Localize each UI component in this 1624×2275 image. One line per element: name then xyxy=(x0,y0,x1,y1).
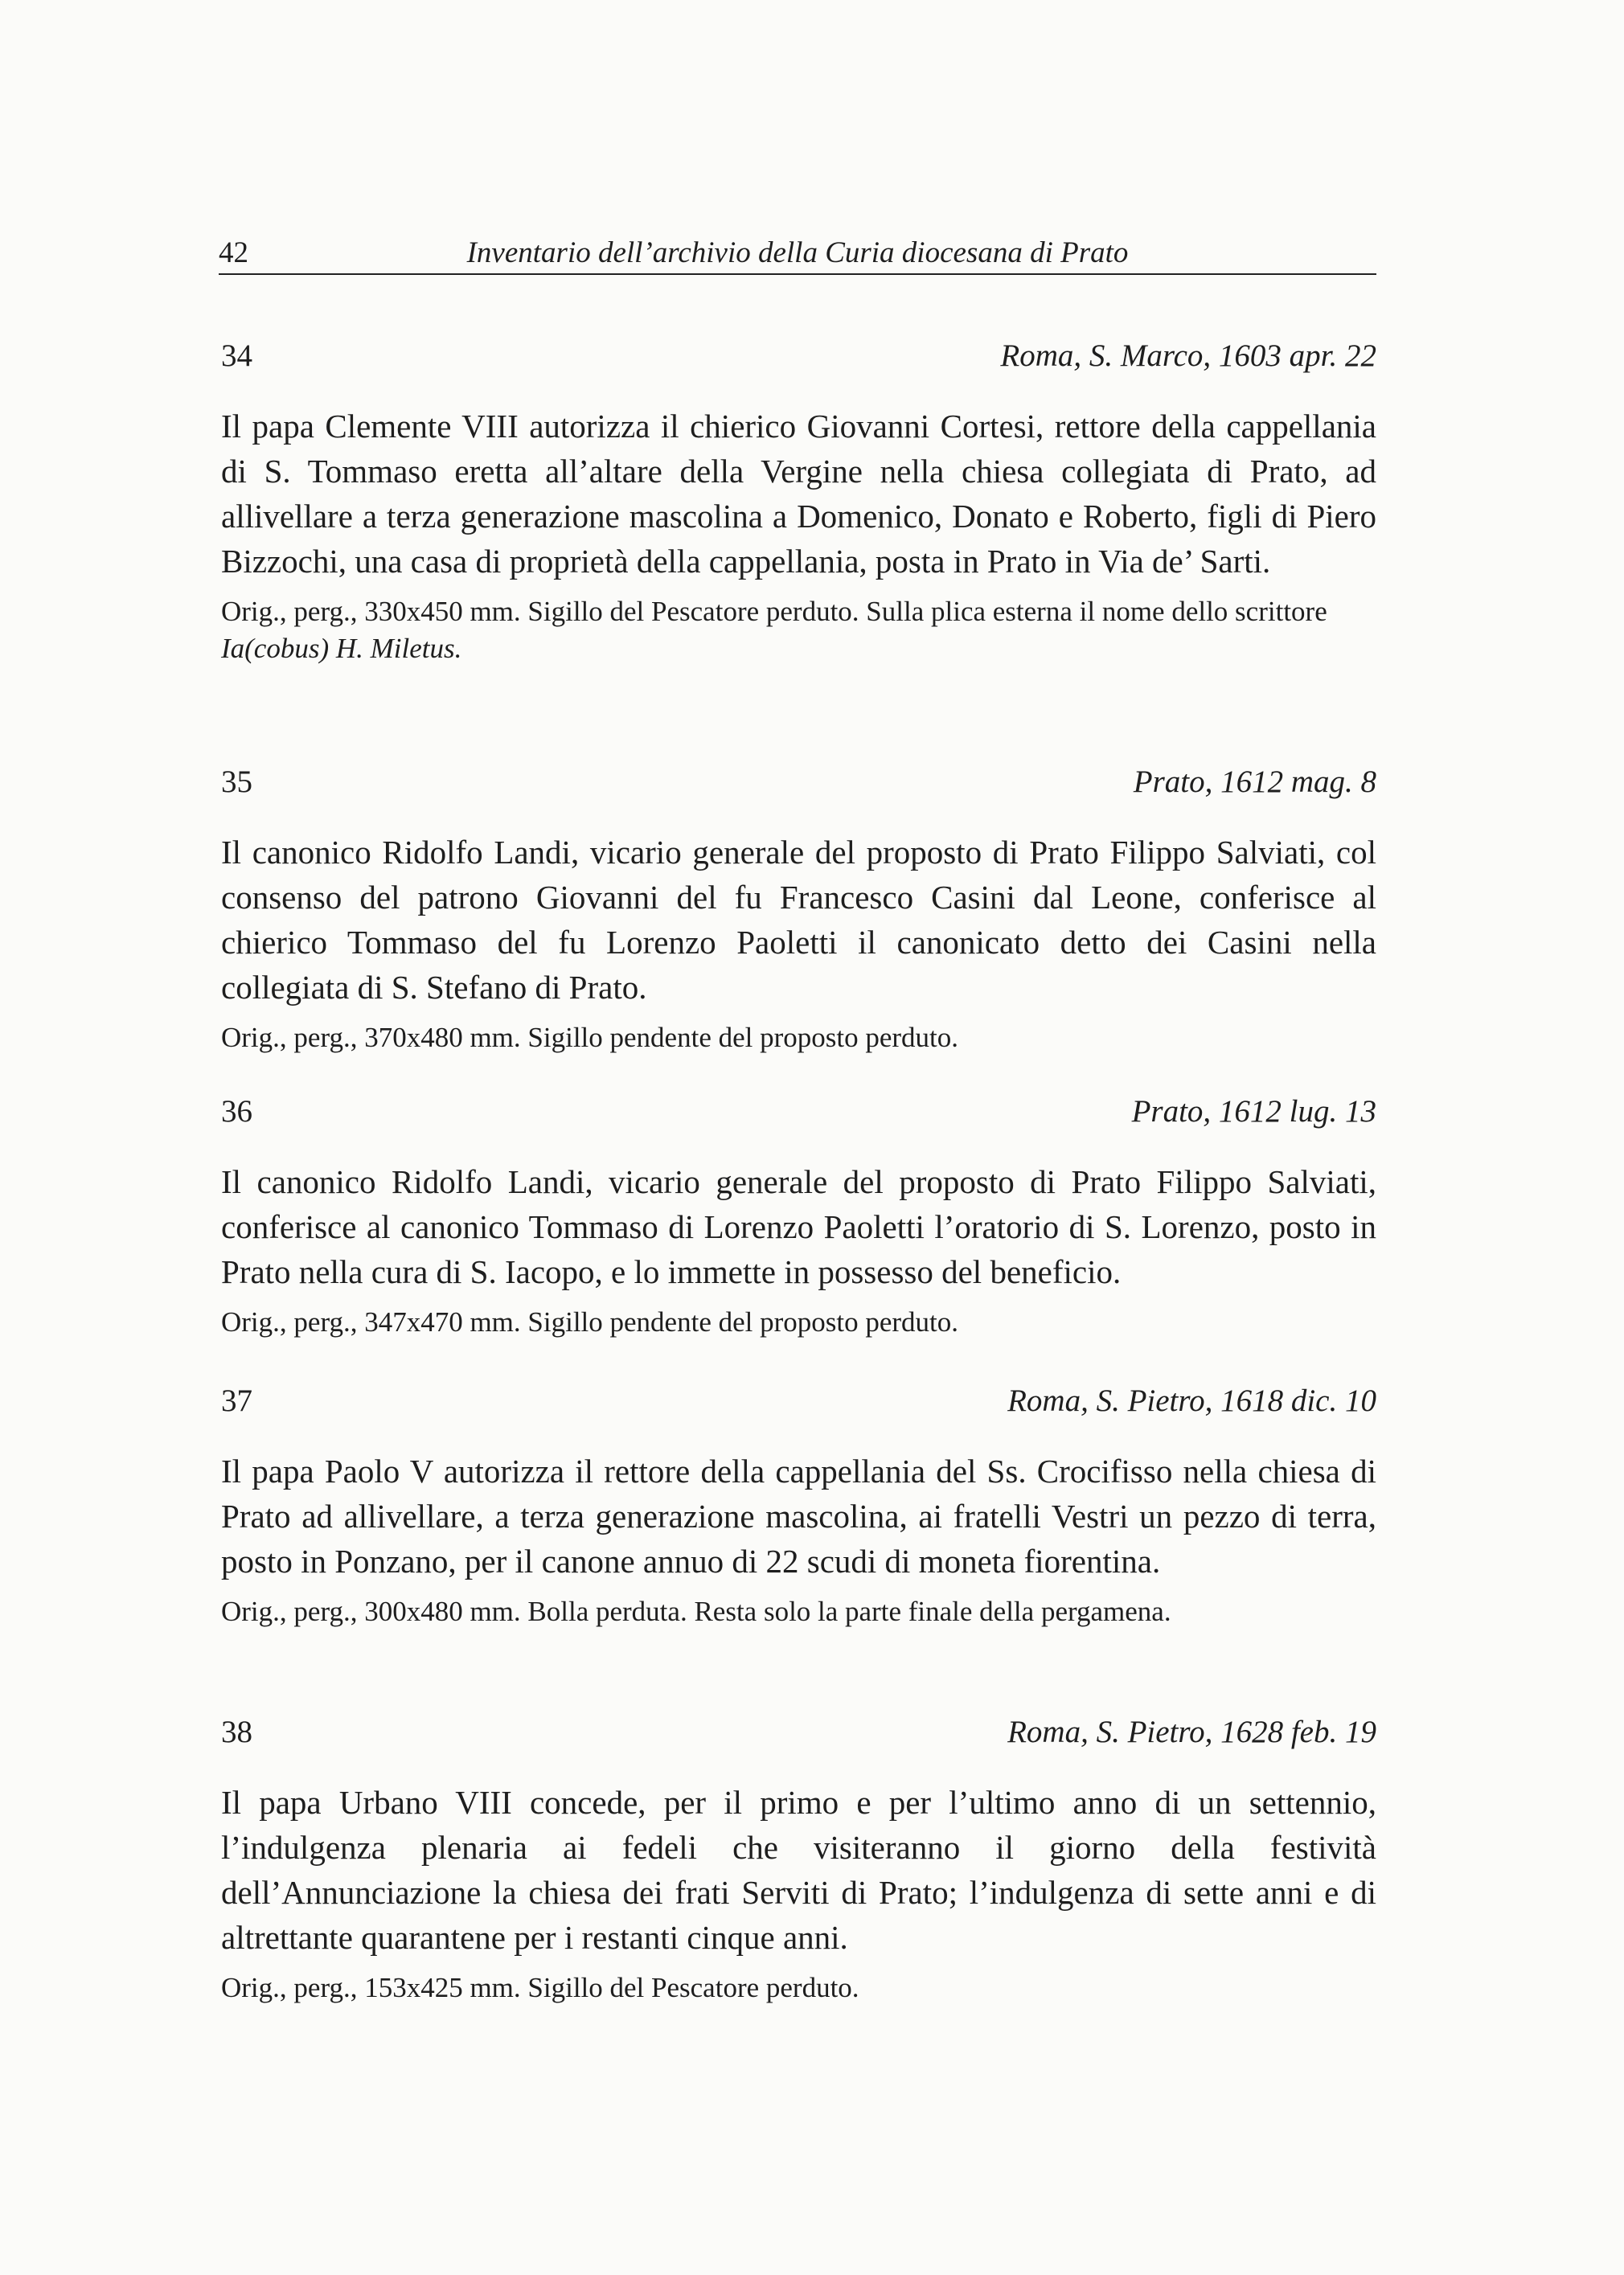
running-title: Inventario dell’archivio della Curia diocesana di Prato xyxy=(466,236,1129,269)
entry-note: Orig., perg., 300x480 mm. Bolla perduta. Resta solo la parte finale della pergamena. xyxy=(221,1596,1171,1627)
entry-number: 34 xyxy=(221,338,252,373)
entry-heading xyxy=(221,1093,1376,1133)
entry-place-date: Roma, S. Pietro, 1618 dic. 10 xyxy=(1007,1383,1376,1418)
entry-note: Orig., perg., 370x480 mm. Sigillo pendente del proposto perduto. xyxy=(221,1022,959,1053)
entry-regesto: Il canonico Ridolfo Landi, vicario generale del proposto di Prato Filippo Salviati, col consenso del patrono Giovanni del fu Francesco Casini dal Leone, conferisce al chierico Tommaso del fu Lorenzo Paoletti il canonicato detto dei Casini nella collegiata di S. Stefano di Prato. xyxy=(221,834,1376,1006)
entry-note: Orig., perg., 347x470 mm. Sigillo pendente del proposto perduto. xyxy=(221,1306,959,1338)
entry-37 xyxy=(221,1383,1376,1630)
entry-note: Orig., perg., 153x425 mm. Sigillo del Pescatore perduto. xyxy=(221,1972,859,2003)
entry-35 xyxy=(221,764,1376,1056)
entry-heading xyxy=(221,1714,1376,1754)
entry-note xyxy=(221,593,1376,667)
entry-place-date: Prato, 1612 mag. 8 xyxy=(1133,764,1376,799)
entry-note-text: Orig., perg., 330x450 mm. Sigillo del Pescatore perduto. Sulla plica esterna il nome dello scrittore xyxy=(221,596,1327,627)
entry-place-date: Prato, 1612 lug. 13 xyxy=(1131,1094,1376,1129)
entry-number: 35 xyxy=(221,764,252,799)
entry-number: 37 xyxy=(221,1383,252,1418)
entry-regesto: Il papa Paolo V autorizza il rettore della cappellania del Ss. Crocifisso nella chiesa di Prato ad allivellare, a terza generazione mascolina, ai fratelli Vestri un pezzo di terra, posto in Ponzano, per il canone annuo di 22 scudi di moneta fiorentina. xyxy=(221,1453,1376,1580)
entry-36 xyxy=(221,1093,1376,1341)
entry-place-date: Roma, S. Marco, 1603 apr. 22 xyxy=(1000,338,1376,373)
entry-38 xyxy=(221,1714,1376,2007)
page-number: 42 xyxy=(219,236,248,269)
entry-heading xyxy=(221,338,1376,378)
entry-regesto: Il papa Urbano VIII concede, per il primo e per l’ultimo anno di un settennio, l’indulgenza plenaria ai fedeli che visiteranno il giorno della festività dell’Annunciazione la chiesa dei frati Serviti di Prato; l’indulgenza di sette anni e di altrettante quarantene per i restanti cinque anni. xyxy=(221,1784,1376,1956)
entry-regesto: Il papa Clemente VIII autorizza il chierico Giovanni Cortesi, rettore della cappellania di S. Tommaso eretta all’altare della Vergine nella chiesa collegiata di Prato, ad allivellare a terza generazione mascolina a Domenico, Donato e Roberto, figli di Piero Bizzochi, una casa di proprietà della cappellania, posta in Prato in Via de’ Sarti. xyxy=(221,408,1376,580)
entry-place-date: Roma, S. Pietro, 1628 feb. 19 xyxy=(1007,1715,1376,1749)
page-header xyxy=(219,233,1376,275)
entry-34 xyxy=(221,338,1376,667)
entry-heading xyxy=(221,764,1376,804)
entry-note-scribe: Ia(cobus) H. Miletus. xyxy=(221,633,462,664)
entry-number: 38 xyxy=(221,1715,252,1749)
entry-number: 36 xyxy=(221,1094,252,1129)
entry-heading xyxy=(221,1383,1376,1423)
entry-regesto: Il canonico Ridolfo Landi, vicario generale del proposto di Prato Filippo Salviati, conferisce al canonico Tommaso di Lorenzo Paoletti l’oratorio di S. Lorenzo, posto in Prato nella cura di S. Iacopo, e lo immette in possesso del beneficio. xyxy=(221,1163,1376,1290)
